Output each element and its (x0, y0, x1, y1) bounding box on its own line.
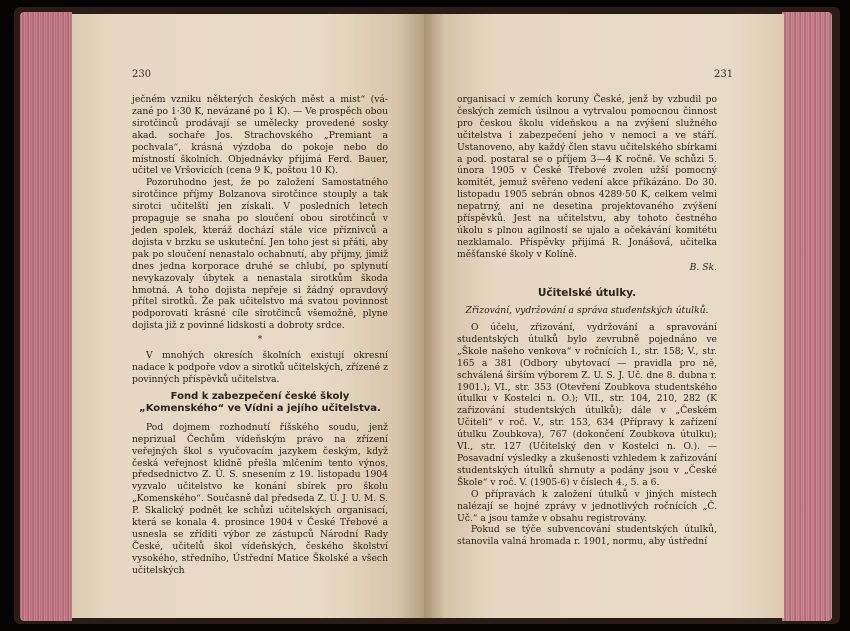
page-number-right: 231 (714, 69, 734, 80)
paragraph: Pokud se týče subvencování studentských útulků, stanovila valná hromada r. 1901, normu, aby ústřední (457, 524, 717, 548)
paragraph: organisací v zemích koruny České, jenž by vzbudil po českých zemích úsilnou a vytrvalou pomocnou činnost pro českou školu vídeňskou a na zvýšení služného učitelstva i zabezpečení jeho v nemoci a ve stáří. Ustanoveno, aby každý člen stavu učitelského sbírkami a pod. postaral se o příjem 3—4 K ročně. Ve schůzi 5. února 1905 v České Třebové zvolen užší pomocný komitét, jemuž svěřeno vedení akce přikázáno. Do 30. listopadu 1905 sebrán obnos 4289·50 K, celkem velmi nepatrný, ani ne desetina projektovaného zvýšení příspěvků. Jest na učitelstvu, aby tohoto čestného úkolu s plnou agilností se ujalo a očekávání komitétu nezklamalo. Příspěvky přijímá R. Jonášová, učitelka měšťanské školy v Kolíně. (457, 94, 717, 260)
paragraph: Pod dojmem rozhodnutí říšského soudu, jenž neprizual Čechům vídeňským právo na zřízení veřejných škol s vyučovacím jazykem českým, když česká veřejnost klidně přešla mlčením tento výnos, předsednictvo Z. Ú. S. snesením z 19. listopadu 1904 vyzvalo učitelstvo ke konání sbírek pro školu „Komenského“. Současně dal předseda Z. Ú. J. U. M. S. P. Skalický podnět ke schůzi učitelských organisací, která se konala 4. prosince 1904 v České Třebové a usnesla se zříditi výbor ze zástupců Národní Rady České, učitelů škol vídeňských, českého školství vysokého, středního, Ústřední Matice Školské a všech učitelských (132, 421, 388, 576)
paragraph: Pozoruhodno jest, že po založení Samostatného sirotčince příjmy Bolzanova sirotčince stouply a tak sirotci učitelští jen získali. V posledních letech propaguje se snaha po sloučení obou sirotčinců v jeden spolek, kteráž dochází stále více příznivců a dojista v brzku se uskuteční. Jen toho jest si přáti, aby pak po sloučení nenastalo ochabnutí, aby příjmy, jimiž dnes jedna korporace druhé se chlubí, po splynutí nevykazovaly úbytek a nenastala sirotkům škoda hmotná. A toho dojista nepřeje si žádný opravdový přítel sirotků. Že pak učitelstvo má svatou povinnost podporovati krásné cíle sirotčinců všemožně, plyne dojista již z povinné lidskosti a dobroty srdce. (132, 177, 388, 332)
paragraph: ječném vzniku některých českých měst a mist“ (vá-zané po 1·30 K, nevázané po 1 K). — Ve prospěch obou sirotčinců prodávají se umělecky provedené sosky akad. sochaře Jos. Strachovského „Premiant a pochvala“, krásná výzdoba do pokoje nebo do místností školních. Objednávky přijímá Ferd. Bauer, učitel ve Vršovicích (cena 9 K, poštou 10 K). (132, 94, 388, 177)
page-edges-right (782, 12, 832, 621)
section-subheading: Zřizování, vydržování a správa studentských útulků. (465, 304, 709, 316)
section-heading: Učitelské útulky. (537, 286, 637, 299)
paragraph: V mnohých okresích školních existují okresní nadace k podpoře vdov a sirotků učitelských, zřízené z povinných příspěvků učitelstva. (132, 350, 388, 385)
paragraph: O přípravách k založení útulků v jiných místech nalézají se hojné zprávy v jednotlivých ročnících „Č. Uč.“ a jsou tamže v obsahu registrovány. (457, 488, 717, 524)
section-heading: Fond k zabezpečení české školy „Komenského“ ve Vídni a jejího učitelstva. (139, 390, 381, 415)
section-divider: * (257, 335, 263, 346)
left-page (72, 14, 424, 618)
page-number-left: 230 (132, 69, 152, 80)
right-text-column (457, 94, 717, 548)
author-signature: B. Sk. (689, 261, 717, 273)
left-text-column (132, 94, 388, 577)
right-page (424, 14, 784, 618)
paragraph: O účelu, zřizování, vydržování a spravování studentských útulků bylo zevrubně pojednáno ve „Škole našeho venkova“ v ročnících I., str. 158; V., str. 165 a 381 (Odbory ubytovací — pravidla pro ně, schválená širším výborem Z. U. S. J. Uč. dne 8. dubna r. 1901.); VI., str. 353 (Otevření Zoubkova studentského útulku v Kostelci n. O.); VII., str. 104, 210, 282 (K zařizování studentských útulků); dále v „Českém Učiteli“ v roč. V., str. 153, 634 (Přípravy k zařízení útulku Zoubkova), 767 (dokončení Zoubkova útulku); VI., str. 127 (Učitelský den v Kostelci n. O.). — Posavadní výsledky a zkušenosti vzhledem k zařizování studentských útulků shrnuty a podány jsou v „České Škole“ v roč. V. (1905-6) v číslech 4., 5. a 6. (457, 322, 717, 488)
page-edges-left (20, 12, 72, 621)
